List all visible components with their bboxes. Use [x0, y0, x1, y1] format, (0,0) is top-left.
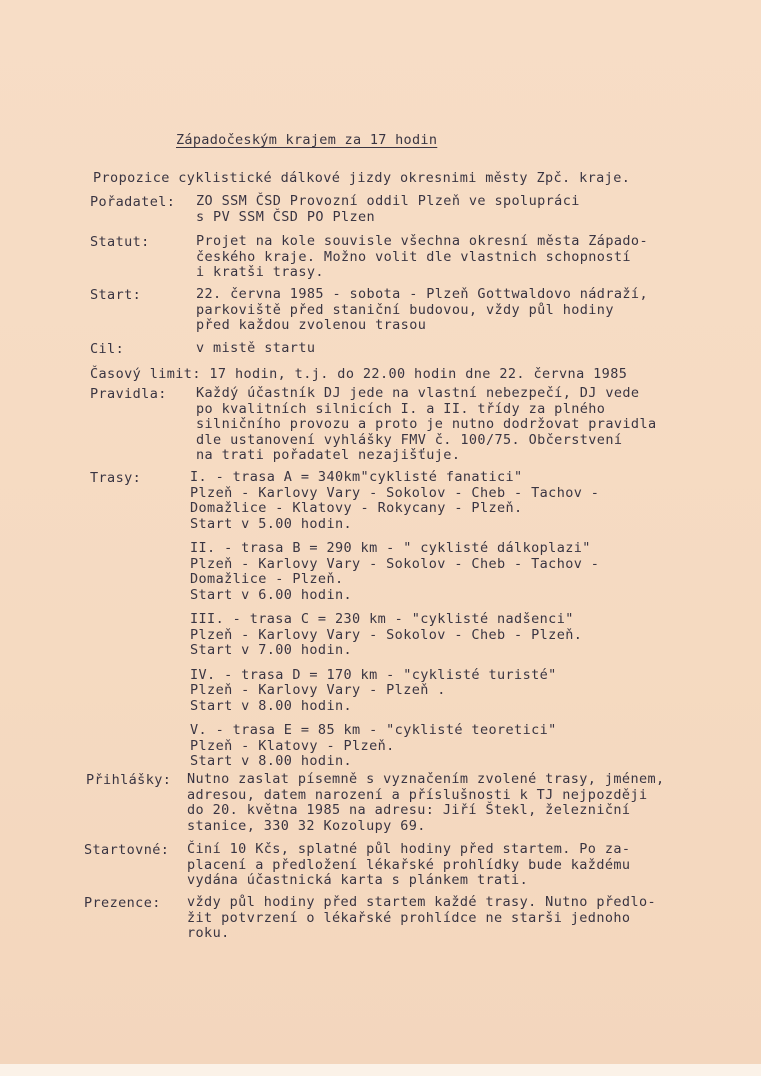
section-text: Časový limit: 17 hodin, t.j. do 22.00 hodin dne 22. června 1985 [90, 366, 628, 382]
section-label: Start: [90, 287, 142, 303]
page-bottom-edge [0, 1064, 761, 1076]
route-heading: IV. - trasa D = 170 km - "cyklisté turisté" [190, 666, 557, 683]
route-path: Plzeň - Klatovy - Plzeň. [190, 737, 395, 754]
route-path: Plzeň - Karlovy Vary - Plzeň . [190, 682, 446, 698]
text-line: do 20. května 1985 na adresu: Jiří Štekl, železniční [187, 802, 631, 818]
route-path: Plzeň - Karlovy Vary - Sokolov - Cheb - Tachov - [190, 555, 600, 572]
route-heading: V. - trasa E = 85 km - "cyklisté teoretici" [190, 722, 557, 738]
route-item [190, 668, 599, 715]
section-content [190, 470, 599, 779]
text-line: Každý účastník DJ jede na vlastní nebezpečí, DJ vede [196, 385, 640, 401]
text-line: Projet na kole souvisle všechna okresní města Západo- [196, 233, 648, 249]
section-content [196, 194, 580, 225]
text-line: Činí 10 Kčs, splatné půl hodiny před startem. Po za- [187, 841, 631, 857]
text-line: v mistě startu [196, 340, 316, 356]
section-label: Pořadatel: [90, 194, 176, 210]
route-item [190, 723, 599, 770]
route-item [190, 470, 599, 532]
route-start: Start v 8.00 hodin. [190, 753, 353, 769]
section-content [187, 772, 665, 834]
text-line: i kratši trasy. [196, 264, 324, 280]
section-content [196, 287, 648, 334]
route-path: Domažlice - Klatovy - Rokycany - Plzeň. [190, 500, 523, 516]
route-start: Start v 6.00 hodin. [190, 586, 353, 603]
route-path: Domažlice - Plzeň. [190, 571, 344, 587]
route-item [190, 541, 599, 603]
text-line: žit potvrzení o lékařské prohlídce ne starši jednoho [187, 909, 631, 926]
text-line: vydána účastnická karta s plánkem trati. [187, 872, 529, 888]
section-label: Trasy: [90, 470, 142, 486]
route-heading: I. - trasa A = 340km"cyklisté fanatici" [190, 469, 523, 485]
text-line: ZO SSM ČSD Provozní oddil Plzeň ve spolupráci [196, 193, 580, 209]
section-content [187, 842, 630, 889]
route-path: Plzeň - Karlovy Vary - Sokolov - Cheb - Tachov - [190, 484, 600, 501]
document-intro: Propozice cyklistické dálkové jizdy okresnimi městy Zpč. kraje. [93, 170, 631, 186]
section-content [196, 386, 657, 464]
route-path: Plzeň - Karlovy Vary - Sokolov - Cheb - Plzeň. [190, 626, 583, 643]
text-line: Nutno zaslat písemně s vyznačením zvolené trasy, jménem, [187, 771, 665, 787]
text-line: českého kraje. Možno volit dle vlastnich schopností [196, 248, 631, 265]
text-line: silničního provozu a proto je nutno dodržovat pravidla [196, 416, 657, 432]
section-content [187, 895, 656, 942]
route-start: Start v 8.00 hodin. [190, 697, 353, 714]
text-line: dle ustanovení vyhlášky FMV č. 100/75. Občerstvení [196, 431, 623, 448]
route-heading: III. - trasa C = 230 km - "cyklisté nadšenci" [190, 611, 574, 627]
route-start: Start v 5.00 hodin. [190, 515, 353, 532]
section-content [196, 341, 315, 357]
document-title: Západočeským krajem za 17 hodin [176, 132, 438, 148]
route-item [190, 612, 599, 659]
text-line: na trati pořadatel nezajišťuje. [196, 447, 461, 463]
section-label: Statut: [90, 234, 150, 250]
text-line: s PV SSM ČSD PO Plzen [196, 208, 376, 225]
section-label: Přihlášky: [86, 772, 172, 788]
text-line: adresou, datem narození a příslušnosti k TJ nejpozději [187, 786, 648, 803]
text-line: před každou zvolenou trasou [196, 317, 427, 333]
text-line: parkoviště před staniční budovou, vždy půl hodiny [196, 301, 614, 318]
section-label: Cil: [90, 341, 125, 357]
text-line: roku. [187, 925, 230, 941]
section-label: Startovné: [84, 842, 170, 858]
text-line: vždy půl hodiny před startem každé trasy. Nutno předlo- [187, 894, 657, 910]
route-start: Start v 7.00 hodin. [190, 642, 353, 658]
text-line: po kvalitních silnicích I. a II. třídy za plného [196, 400, 606, 417]
section-label: Prezence: [84, 895, 161, 911]
text-line: 22. června 1985 - sobota - Plzeň Gottwaldovo nádraží, [196, 286, 648, 302]
section-content [196, 234, 648, 281]
route-heading: II. - trasa B = 290 km - " cyklisté dálkoplazi" [190, 540, 591, 556]
section-label: Pravidla: [90, 386, 167, 402]
text-line: placení a předložení lékařské prohlídky bude každému [187, 856, 631, 873]
text-line: stanice, 330 32 Kozolupy 69. [187, 817, 426, 834]
